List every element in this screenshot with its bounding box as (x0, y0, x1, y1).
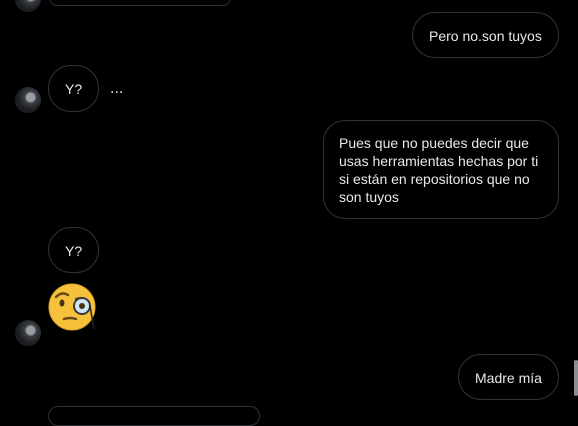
message-bubble-sent[interactable] (458, 354, 559, 400)
avatar[interactable] (15, 320, 41, 346)
message-bubble-sent[interactable] (323, 120, 559, 219)
message-bubble-received[interactable] (48, 65, 99, 112)
avatar[interactable] (15, 87, 41, 113)
message-bubble-partial (48, 406, 260, 426)
message-text: Y? (65, 243, 83, 259)
scrollbar-thumb[interactable] (574, 360, 578, 396)
message-bubble-partial (48, 0, 232, 6)
message-bubble-received[interactable] (48, 227, 99, 273)
more-options-icon[interactable]: ... (110, 80, 124, 97)
avatar[interactable] (15, 0, 41, 12)
message-text: Pues que no puedes decir que usas herramientas hechas por ti si están en repositorios que no son tuyos (339, 135, 539, 205)
message-bubble-sent[interactable] (412, 12, 559, 58)
message-text: Madre mía (475, 370, 542, 386)
face-with-monocle-icon[interactable] (48, 281, 100, 333)
message-text: Y? (65, 81, 83, 97)
message-text: Pero no.son tuyos (429, 28, 542, 44)
